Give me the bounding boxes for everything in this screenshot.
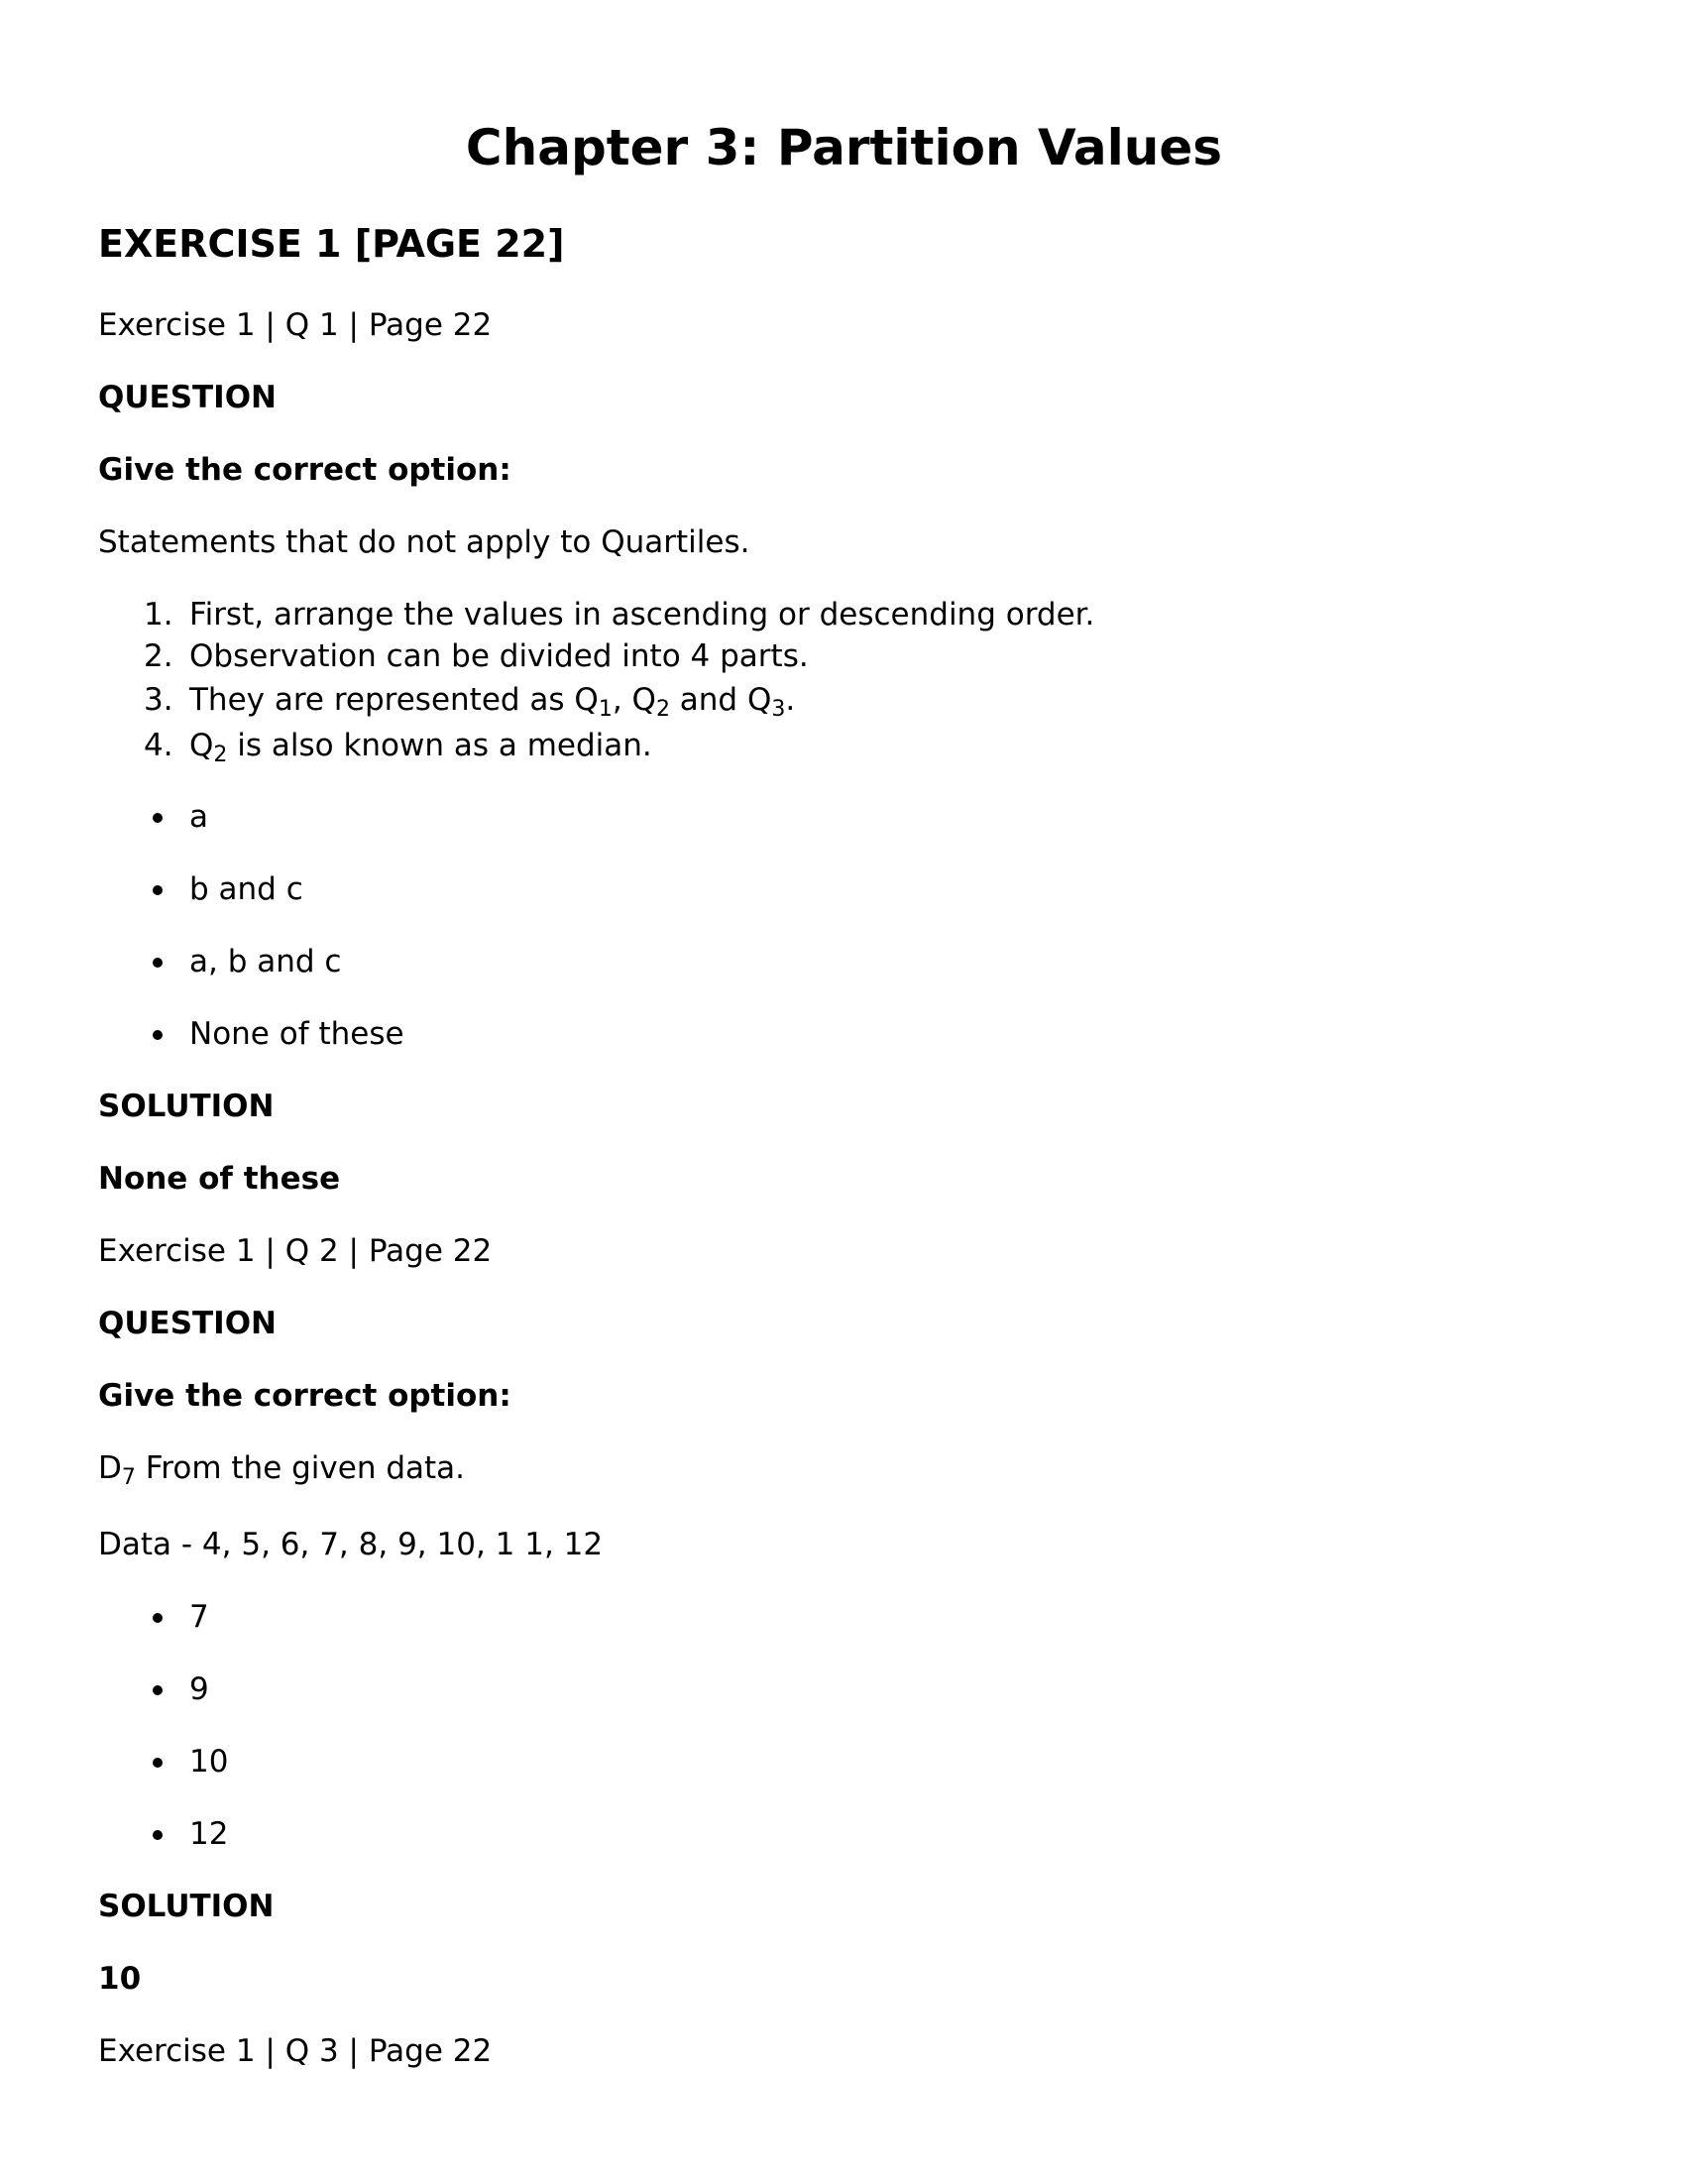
q2-option-c: 10: [98, 1742, 228, 1782]
q2-option-b: 9: [98, 1669, 209, 1709]
q2-solution-label: SOLUTION: [98, 1889, 275, 1924]
statement-item: [98, 594, 1094, 635]
statement-text-part: They are represented as Q: [189, 682, 599, 718]
statement-item: [98, 635, 1094, 677]
q2-instruction: Give the correct option:: [98, 1378, 511, 1414]
statement-text-part: , Q: [612, 682, 656, 718]
subscript: 2: [655, 697, 670, 722]
q1-answer: None of these: [98, 1161, 341, 1197]
q1-statements-list: [98, 594, 1094, 766]
q3-reference: Exercise 1 | Q 3 | Page 22: [98, 2033, 493, 2069]
q2-question-label: QUESTION: [98, 1306, 278, 1341]
subscript: 1: [598, 697, 613, 722]
statement-text-part: Q: [189, 728, 214, 763]
statement-item: [98, 725, 1094, 766]
q2-prompt: [98, 1448, 465, 1488]
subscript: 3: [771, 697, 786, 722]
q1-option-b: b and c: [98, 869, 303, 909]
q2-option-a: 7: [98, 1597, 209, 1637]
statement-text-part: and Q: [669, 682, 772, 718]
subscript: 7: [121, 1465, 136, 1490]
q1-instruction: Give the correct option:: [98, 452, 511, 488]
q1-option-c: a, b and c: [98, 942, 341, 981]
q1-prompt: Statements that do not apply to Quartiles.: [98, 524, 750, 560]
statement-marker: 3.: [144, 682, 173, 718]
q1-reference: Exercise 1 | Q 1 | Page 22: [98, 307, 493, 343]
q1-option-a: a: [98, 797, 208, 837]
q2-data-line: Data - 4, 5, 6, 7, 8, 9, 10, 1 1, 12: [98, 1527, 604, 1562]
q1-solution-label: SOLUTION: [98, 1089, 275, 1124]
statement-text-part: is also known as a median.: [227, 728, 652, 763]
q1-option-d: None of these: [98, 1014, 404, 1054]
q2-prompt-text: From the given data.: [135, 1450, 466, 1486]
statement-marker: 1.: [144, 597, 173, 632]
q2-answer: 10: [98, 1961, 142, 1997]
statement-text: Observation can be divided into 4 parts.: [189, 638, 809, 674]
exercise-heading: EXERCISE 1 [PAGE 22]: [98, 222, 565, 266]
q2-reference: Exercise 1 | Q 2 | Page 22: [98, 1233, 493, 1269]
statement-marker: 4.: [144, 728, 173, 763]
q2-option-d: 12: [98, 1814, 228, 1854]
statement-text: First, arrange the values in ascending or descending order.: [189, 597, 1095, 632]
subscript: 2: [213, 743, 228, 767]
statement-text-part: .: [785, 682, 796, 718]
statement-item: [98, 679, 1094, 721]
chapter-title: Chapter 3: Partition Values: [465, 119, 1223, 176]
q1-question-label: QUESTION: [98, 380, 278, 415]
q2-prompt-symbol: D: [98, 1450, 122, 1486]
statement-marker: 2.: [144, 638, 173, 674]
